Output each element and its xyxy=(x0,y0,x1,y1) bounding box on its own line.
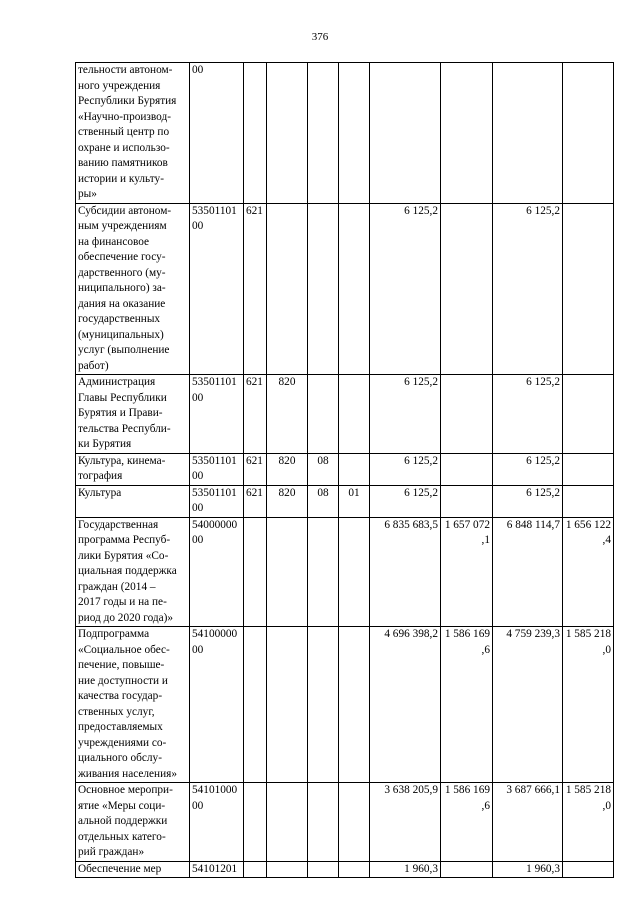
section-code-cell xyxy=(308,783,339,862)
federal-amount-year1-cell xyxy=(441,453,493,485)
expense-type-cell xyxy=(244,861,267,878)
federal-amount-year2-cell xyxy=(563,63,614,204)
table-row xyxy=(76,453,614,485)
expense-type-cell xyxy=(244,517,267,627)
federal-amount-year2-cell xyxy=(563,375,614,454)
section-code-cell: 08 xyxy=(308,485,339,517)
target-article-code-cell: 53501101 00 xyxy=(190,485,244,517)
federal-amount-year1-cell: 1 657 072 ,1 xyxy=(441,517,493,627)
table-row xyxy=(76,517,614,627)
target-article-code-cell: 53501101 00 xyxy=(190,203,244,375)
target-article-code-cell: 54000000 00 xyxy=(190,517,244,627)
federal-amount-year1-cell xyxy=(441,861,493,878)
federal-amount-year2-cell xyxy=(563,485,614,517)
table-row xyxy=(76,375,614,454)
row-name-cell: Основное меропри- ятие «Меры соци- альной поддержки отдельных катего- рий граждан» xyxy=(76,783,190,862)
subsection-code-cell xyxy=(339,203,370,375)
federal-amount-year1-cell xyxy=(441,63,493,204)
admin-code-cell: 820 xyxy=(267,375,308,454)
federal-amount-year1-cell xyxy=(441,485,493,517)
admin-code-cell: 820 xyxy=(267,453,308,485)
expense-type-cell: 621 xyxy=(244,375,267,454)
row-name-cell: Культура, кинема- тография xyxy=(76,453,190,485)
amount-year1-cell: 6 125,2 xyxy=(370,375,441,454)
target-article-code-cell: 00 xyxy=(190,63,244,204)
subsection-code-cell xyxy=(339,861,370,878)
federal-amount-year1-cell xyxy=(441,375,493,454)
expense-type-cell xyxy=(244,627,267,783)
federal-amount-year2-cell xyxy=(563,861,614,878)
target-article-code-cell: 54101000 00 xyxy=(190,783,244,862)
table-row xyxy=(76,63,614,204)
row-name-cell: Государственная программа Респуб- лики Бурятия «Со- циальная поддержка граждан (2014 – 2017 годы и на пе- риод до 2020 года)» xyxy=(76,517,190,627)
section-code-cell xyxy=(308,861,339,878)
section-code-cell xyxy=(308,63,339,204)
amount-year1-cell: 6 125,2 xyxy=(370,453,441,485)
row-name-cell: Обеспечение мер xyxy=(76,861,190,878)
subsection-code-cell xyxy=(339,783,370,862)
table-row xyxy=(76,861,614,878)
target-article-code-cell: 54101201 xyxy=(190,861,244,878)
row-name-cell: Субсидии автоном- ным учреждениям на финансовое обеспечение госу- дарственного (му- ниципального) за- дания на оказание государственных (муниципальных) услуг (выполнение работ) xyxy=(76,203,190,375)
section-code-cell xyxy=(308,627,339,783)
amount-year2-cell: 3 687 666,1 xyxy=(493,783,563,862)
table-row xyxy=(76,203,614,375)
federal-amount-year2-cell xyxy=(563,203,614,375)
amount-year2-cell xyxy=(493,63,563,204)
federal-amount-year2-cell: 1 585 218 ,0 xyxy=(563,627,614,783)
admin-code-cell xyxy=(267,861,308,878)
amount-year2-cell: 6 125,2 xyxy=(493,203,563,375)
row-name-cell: Подпрограмма «Социальное обес- печение, повыше- ние доступности и качества государ- ственных услуг, предоставляемых учреждениями со- циального обслу- живания населения» xyxy=(76,627,190,783)
table-row xyxy=(76,783,614,862)
subsection-code-cell xyxy=(339,453,370,485)
target-article-code-cell: 53501101 00 xyxy=(190,375,244,454)
amount-year1-cell: 4 696 398,2 xyxy=(370,627,441,783)
amount-year2-cell: 1 960,3 xyxy=(493,861,563,878)
federal-amount-year1-cell: 1 586 169 ,6 xyxy=(441,627,493,783)
amount-year2-cell: 6 848 114,7 xyxy=(493,517,563,627)
admin-code-cell xyxy=(267,783,308,862)
amount-year2-cell: 6 125,2 xyxy=(493,375,563,454)
amount-year1-cell: 1 960,3 xyxy=(370,861,441,878)
amount-year1-cell: 6 125,2 xyxy=(370,203,441,375)
budget-table xyxy=(75,62,614,878)
federal-amount-year2-cell xyxy=(563,453,614,485)
expense-type-cell: 621 xyxy=(244,485,267,517)
table-row xyxy=(76,627,614,783)
subsection-code-cell xyxy=(339,517,370,627)
federal-amount-year2-cell: 1 656 122 ,4 xyxy=(563,517,614,627)
amount-year1-cell: 6 835 683,5 xyxy=(370,517,441,627)
expense-type-cell xyxy=(244,783,267,862)
table-row xyxy=(76,485,614,517)
admin-code-cell xyxy=(267,63,308,204)
expense-type-cell: 621 xyxy=(244,203,267,375)
amount-year1-cell: 3 638 205,9 xyxy=(370,783,441,862)
federal-amount-year1-cell: 1 586 169 ,6 xyxy=(441,783,493,862)
row-name-cell: Администрация Главы Республики Бурятия и Прави- тельства Республи- ки Бурятия xyxy=(76,375,190,454)
row-name-cell: Культура xyxy=(76,485,190,517)
amount-year2-cell: 6 125,2 xyxy=(493,453,563,485)
amount-year2-cell: 6 125,2 xyxy=(493,485,563,517)
target-article-code-cell: 53501101 00 xyxy=(190,453,244,485)
row-name-cell: тельности автоном- ного учреждения Республики Бурятия «Научно-производ- ственный центр по охране и использо- ванию памятников истории и культу- ры» xyxy=(76,63,190,204)
admin-code-cell: 820 xyxy=(267,485,308,517)
amount-year1-cell xyxy=(370,63,441,204)
subsection-code-cell xyxy=(339,63,370,204)
admin-code-cell xyxy=(267,517,308,627)
section-code-cell xyxy=(308,375,339,454)
federal-amount-year2-cell: 1 585 218 ,0 xyxy=(563,783,614,862)
section-code-cell: 08 xyxy=(308,453,339,485)
expense-type-cell xyxy=(244,63,267,204)
subsection-code-cell xyxy=(339,375,370,454)
admin-code-cell xyxy=(267,203,308,375)
amount-year2-cell: 4 759 239,3 xyxy=(493,627,563,783)
subsection-code-cell: 01 xyxy=(339,485,370,517)
subsection-code-cell xyxy=(339,627,370,783)
federal-amount-year1-cell xyxy=(441,203,493,375)
page-number: 376 xyxy=(311,31,329,43)
amount-year1-cell: 6 125,2 xyxy=(370,485,441,517)
section-code-cell xyxy=(308,203,339,375)
expense-type-cell: 621 xyxy=(244,453,267,485)
admin-code-cell xyxy=(267,627,308,783)
target-article-code-cell: 54100000 00 xyxy=(190,627,244,783)
section-code-cell xyxy=(308,517,339,627)
